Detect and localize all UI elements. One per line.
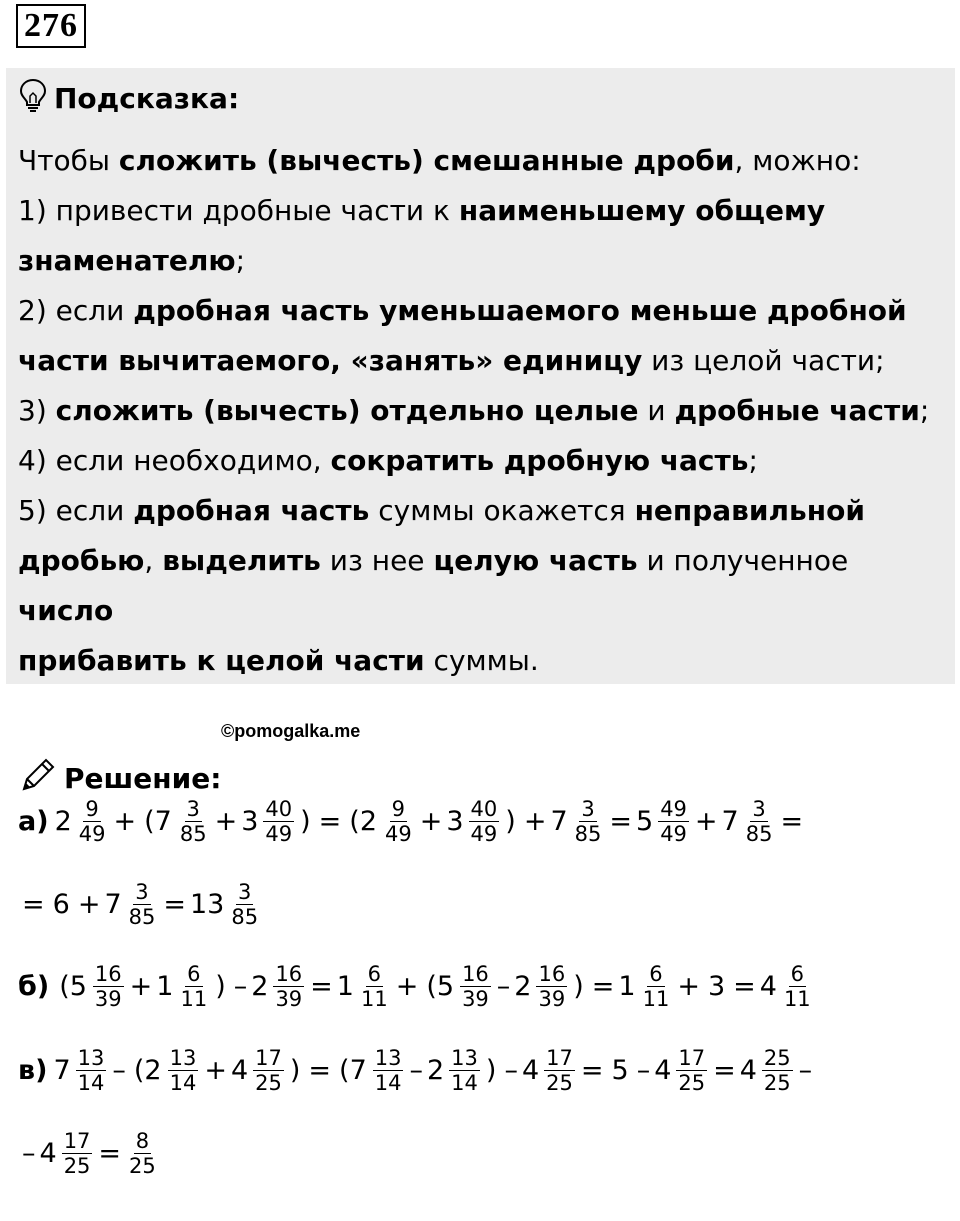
math-token: = <box>310 970 333 1002</box>
mixed-number <box>550 797 605 846</box>
whole-part: 7 <box>104 888 122 920</box>
numerator: 3 <box>186 796 200 821</box>
fraction-body <box>253 1046 284 1095</box>
item-label: а) <box>18 805 49 837</box>
numerator: 16 <box>275 961 303 986</box>
math-token: ) <box>289 1054 301 1086</box>
hint-bold-text: неправильной <box>634 494 865 527</box>
fraction-body <box>263 797 294 846</box>
mixed-number <box>241 797 296 846</box>
math-token: = <box>591 970 615 1002</box>
numerator: 13 <box>374 1045 402 1070</box>
math-token: + <box>694 805 718 837</box>
denominator: 14 <box>169 1070 197 1095</box>
fraction-body <box>383 797 414 846</box>
numerator: 6 <box>187 961 201 986</box>
math-token: + <box>419 805 443 837</box>
math-token: – <box>112 1054 126 1086</box>
math-token: (2 <box>133 1054 162 1086</box>
whole-part: 4 <box>739 1054 757 1086</box>
numerator: 13 <box>77 1045 105 1070</box>
math-token: = <box>22 888 45 920</box>
fraction-body <box>449 1046 480 1095</box>
numerator: 3 <box>135 879 149 904</box>
hint-line <box>18 336 943 386</box>
fraction-body <box>373 1046 404 1095</box>
math-token: (2 <box>349 805 377 837</box>
numerator: 16 <box>538 961 566 986</box>
lightbulb-icon <box>18 78 48 119</box>
numerator: 8 <box>135 1128 150 1153</box>
fraction <box>91 962 126 1011</box>
hint-bold-text: знаменателю <box>18 244 236 277</box>
math-token: – <box>496 970 511 1002</box>
hint-bold-text: дробью <box>18 544 145 577</box>
fraction <box>166 1046 201 1095</box>
math-token: = <box>609 805 632 837</box>
math-token: – <box>798 1054 813 1086</box>
fraction <box>176 797 211 846</box>
math-token: + <box>677 970 700 1002</box>
hint-line <box>18 486 943 536</box>
mixed-number <box>190 880 262 929</box>
hint-line <box>18 236 943 286</box>
hint-bold-text: число <box>18 594 114 627</box>
hint-line <box>18 536 943 636</box>
denominator: 14 <box>451 1070 478 1095</box>
math-token: ) <box>300 805 311 837</box>
math-token: – <box>504 1054 518 1086</box>
watermark: ©pomogalka.me <box>221 721 361 741</box>
whole-part: 13 <box>189 888 225 920</box>
denominator: 85 <box>179 821 207 846</box>
math-token: + <box>204 1054 227 1086</box>
fraction-body <box>536 962 567 1011</box>
denominator: 11 <box>180 986 208 1011</box>
math-token: ) <box>573 970 584 1002</box>
math-token: = <box>733 970 756 1002</box>
mixed-number <box>654 1046 709 1095</box>
hint-bold-text: сложить (вычесть) смешанные дроби <box>118 144 735 177</box>
numerator: 6 <box>367 961 382 986</box>
numerator: 9 <box>85 796 99 821</box>
hint-bold-text: наименьшему общему <box>458 194 826 227</box>
math-token: 6 <box>52 888 70 920</box>
math-token: ) <box>215 970 226 1002</box>
mixed-number <box>104 880 159 929</box>
denominator: 49 <box>660 821 687 846</box>
math-token: = <box>780 805 804 837</box>
whole-part: 4 <box>521 1054 540 1086</box>
hint-text-segment: 3) <box>18 394 56 427</box>
whole-part: 4 <box>230 1054 249 1086</box>
denominator: 25 <box>763 1070 791 1095</box>
numerator: 25 <box>763 1045 791 1070</box>
fraction-body <box>460 962 491 1011</box>
hint-text <box>18 136 943 686</box>
math-token: ) <box>505 805 516 837</box>
fraction <box>381 797 416 846</box>
whole-part: 2 <box>426 1054 445 1086</box>
hint-line <box>18 636 943 686</box>
mixed-number <box>53 1046 108 1095</box>
denominator: 39 <box>538 986 566 1011</box>
math-token: – <box>636 1054 651 1086</box>
denominator: 25 <box>546 1070 573 1095</box>
denominator: 49 <box>470 821 498 846</box>
hint-text-segment: суммы. <box>424 644 539 677</box>
denominator: 49 <box>265 821 293 846</box>
math-token: – <box>233 970 248 1002</box>
hint-bold-text: дробная часть <box>133 494 370 527</box>
hint-line <box>18 286 943 336</box>
whole-part: 3 <box>241 805 259 837</box>
fraction-body <box>127 1129 158 1178</box>
hint-text-segment: 4) если необходимо, <box>18 444 331 477</box>
hint-text-segment: и <box>638 394 675 427</box>
hint-text-segment: , можно: <box>734 144 861 177</box>
mixed-number <box>156 962 211 1011</box>
math-token: + <box>113 805 137 837</box>
fraction-body <box>168 1046 199 1095</box>
denominator: 11 <box>642 986 670 1011</box>
hint-text-segment: 5) если <box>18 494 134 527</box>
hint-bold-text: целую часть <box>433 544 638 577</box>
fraction-body <box>469 797 500 846</box>
denominator: 85 <box>128 904 156 929</box>
numerator: 17 <box>678 1045 706 1070</box>
math-token: + <box>523 805 547 837</box>
numerator: 6 <box>649 961 663 986</box>
fraction-body <box>76 1046 107 1095</box>
hint-bold-text: прибавить к целой части <box>18 644 425 677</box>
numerator: 16 <box>94 961 122 986</box>
item-label: в) <box>18 1054 48 1086</box>
numerator: 40 <box>470 796 498 821</box>
denominator: 39 <box>275 986 303 1011</box>
math-token: (5 <box>426 970 455 1002</box>
whole-part: 7 <box>550 805 568 837</box>
equation-line <box>18 786 807 856</box>
fraction-body <box>77 797 108 846</box>
fraction-body <box>658 797 689 846</box>
fraction-body <box>229 880 260 929</box>
numerator: 17 <box>63 1128 91 1153</box>
math-token: = <box>163 888 186 920</box>
solution-title: Решение: <box>64 761 222 795</box>
mixed-number <box>740 1046 795 1095</box>
whole-part: 7 <box>721 805 739 837</box>
whole-part: 2 <box>251 970 269 1002</box>
math-token: (7 <box>339 1054 367 1086</box>
fraction-body <box>178 962 209 1011</box>
denominator: 25 <box>63 1153 91 1178</box>
whole-part: 1 <box>336 970 354 1002</box>
fraction-body <box>544 1046 575 1095</box>
hint-title: Подсказка: <box>54 81 240 115</box>
math-token: = <box>713 1054 736 1086</box>
whole-part: 1 <box>156 970 174 1002</box>
hint-text-segment: 1) привести дробные части к <box>18 194 459 227</box>
fraction-body <box>762 1046 793 1095</box>
numerator: 49 <box>660 796 687 821</box>
denominator: 25 <box>255 1070 282 1095</box>
math-token: – <box>409 1054 423 1086</box>
fraction-body <box>573 797 604 846</box>
whole-part: 2 <box>514 970 532 1002</box>
mixed-number <box>55 797 110 846</box>
denominator: 11 <box>783 986 811 1011</box>
hint-line <box>18 386 943 436</box>
hint-header <box>18 80 239 116</box>
numerator: 3 <box>752 796 766 821</box>
math-token: + <box>214 805 238 837</box>
whole-part: 3 <box>446 805 464 837</box>
denominator: 39 <box>462 986 489 1011</box>
mixed-number <box>427 1046 482 1095</box>
hint-text-segment: суммы окажется <box>369 494 635 527</box>
task-number: 276 <box>16 4 86 48</box>
numerator: 6 <box>790 961 804 986</box>
hint-bold-text: части вычитаемого, «занять» единицу <box>18 344 643 377</box>
mixed-number <box>618 962 673 1011</box>
math-token: = <box>308 1054 332 1086</box>
whole-part: 2 <box>54 805 72 837</box>
hint-bold-text: дробные части <box>674 394 920 427</box>
fraction-body <box>273 962 304 1011</box>
math-token: = <box>318 805 342 837</box>
fraction-body <box>178 797 209 846</box>
mixed-number <box>446 797 501 846</box>
hint-text-segment: 2) если <box>18 294 134 327</box>
hint-line <box>18 136 943 186</box>
equation-line <box>18 951 815 1021</box>
numerator: 3 <box>581 796 595 821</box>
numerator: 40 <box>265 796 293 821</box>
whole-part: 4 <box>654 1054 672 1086</box>
hint-bold-text: выделить <box>162 544 321 577</box>
whole-part: 7 <box>53 1054 71 1086</box>
mixed-number <box>522 1046 577 1095</box>
hint-bold-text: сократить дробную часть <box>330 444 749 477</box>
fraction <box>125 1129 160 1178</box>
denominator: 11 <box>360 986 388 1011</box>
mixed-number <box>514 962 569 1011</box>
math-token: – <box>22 1137 36 1169</box>
denominator: 85 <box>574 821 602 846</box>
fraction-body <box>744 797 775 846</box>
hint-text-segment: ; <box>235 244 246 277</box>
numerator: 16 <box>462 961 489 986</box>
denominator: 25 <box>129 1153 156 1178</box>
numerator: 17 <box>255 1045 282 1070</box>
denominator: 49 <box>385 821 412 846</box>
denominator: 14 <box>374 1070 402 1095</box>
hint-bold-text: сложить (вычесть) отдельно целые <box>55 394 639 427</box>
fraction-body <box>676 1046 707 1095</box>
fraction-body <box>62 1129 93 1178</box>
math-token: + <box>77 888 101 920</box>
whole-part: 1 <box>618 970 636 1002</box>
hint-text-segment: , <box>144 544 163 577</box>
math-token: (5 <box>59 970 87 1002</box>
mixed-number <box>760 962 815 1011</box>
denominator: 25 <box>678 1070 706 1095</box>
mixed-number <box>722 797 777 846</box>
math-token: = <box>580 1054 604 1086</box>
hint-text-segment: ; <box>919 394 930 427</box>
hint-text-segment: из нее <box>320 544 434 577</box>
fraction-body <box>93 962 124 1011</box>
denominator: 85 <box>745 821 773 846</box>
hint-line <box>18 186 943 236</box>
math-token: (7 <box>144 805 172 837</box>
hint-text-segment: ; <box>748 444 758 477</box>
math-token: 5 <box>611 1054 629 1086</box>
whole-part: 5 <box>636 805 654 837</box>
equation-line <box>18 1035 816 1105</box>
mixed-number <box>251 962 306 1011</box>
mixed-number <box>231 1046 286 1095</box>
math-token: + <box>395 970 419 1002</box>
fraction-body <box>782 962 813 1011</box>
item-label: б) <box>18 970 50 1002</box>
math-token: ) <box>485 1054 497 1086</box>
fraction <box>458 962 493 1011</box>
math-token: 3 <box>707 970 726 1002</box>
equation-line <box>18 869 262 939</box>
fraction-body <box>127 880 158 929</box>
numerator: 9 <box>391 796 406 821</box>
hint-text-segment: из целой части; <box>642 344 885 377</box>
hint-line <box>18 436 943 486</box>
hint-text-segment: и полученное <box>637 544 849 577</box>
denominator: 85 <box>231 904 259 929</box>
hint-text-segment: Чтобы <box>18 144 119 177</box>
mixed-number <box>636 797 691 846</box>
fraction-body <box>359 962 390 1011</box>
denominator: 49 <box>78 821 106 846</box>
equation-line <box>18 1118 160 1188</box>
mixed-number <box>337 962 392 1011</box>
numerator: 13 <box>451 1045 478 1070</box>
denominator: 14 <box>77 1070 105 1095</box>
fraction-body <box>641 962 672 1011</box>
fraction <box>371 1046 406 1095</box>
numerator: 17 <box>546 1045 573 1070</box>
hint-bold-text: дробная часть уменьшаемого меньше дробной <box>133 294 907 327</box>
math-token: + <box>129 970 153 1002</box>
whole-part: 4 <box>39 1137 57 1169</box>
numerator: 3 <box>238 879 252 904</box>
denominator: 39 <box>94 986 122 1011</box>
math-token: = <box>98 1137 122 1169</box>
numerator: 13 <box>169 1045 197 1070</box>
whole-part: 4 <box>759 970 777 1002</box>
mixed-number <box>40 1129 95 1178</box>
